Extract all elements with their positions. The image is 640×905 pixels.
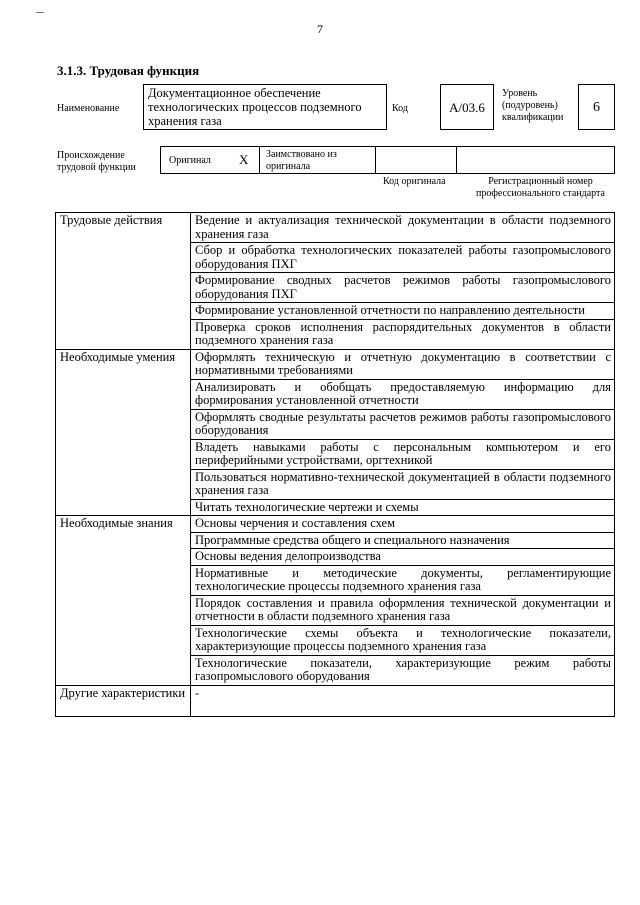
function-name: Документационное обеспечение технологических процессов подземного хранения газа [148,86,362,128]
origin-code-cell [375,146,457,174]
table-cell: Основы ведения делопроизводства [191,549,615,566]
reg-number-caption: Регистрационный номер профессионального стандарта [476,176,605,199]
table-cell: Владеть навыками работы с персональным компьютером и его периферийными устройствами, оргтехникой [191,439,615,469]
table-cell: Формирование сводных расчетов режимов работы газопромыслового оборудования ПХГ [191,273,615,303]
function-name-box [143,84,387,130]
category-label: Другие характеристики [56,685,191,716]
code-box [440,84,494,130]
category-label: Необходимые знания [56,516,191,686]
table-cell: Технологические показатели, характеризующие режим работы газопромыслового оборудования [191,655,615,685]
table-cell: Сбор и обработка технологических показателей работы газопромыслового оборудования ПХГ [191,243,615,273]
table-row [56,213,615,243]
borrowed-label: Заимствовано из оригинала [266,149,337,172]
table-cell: Пользоваться нормативно-технической документацией в области подземного хранения газа [191,469,615,499]
table-cell: Основы черчения и составления схем [191,516,615,533]
table-cell: Читать технологические чертежи и схемы [191,499,615,516]
corner-mark [36,12,44,13]
function-table [55,212,615,717]
table-cell: Технологические схемы объекта и технологические показатели, характеризующие процессы подземного хранения газа [191,625,615,655]
table-cell: - [191,685,615,716]
origin-label: Происхождение трудовой функции [57,150,136,173]
original-label: Оригинал [169,155,211,166]
code-label: Код [392,103,408,114]
table-cell: Формирование установленной отчетности по направлению деятельности [191,303,615,320]
name-label: Наименование [57,103,120,114]
table-row [56,349,615,379]
origin-reg-cell [456,146,615,174]
table-cell: Нормативные и методические документы, регламентирующие технологические процессы подземного хранения газа [191,565,615,595]
origin-borrowed-cell [259,146,376,174]
level-label: Уровень (подуровень) квалификации [502,88,564,123]
table-cell: Ведение и актуализация технической документации в области подземного хранения газа [191,213,615,243]
origin-original-cell [160,146,260,174]
table-cell: Анализировать и обобщать предоставляемую информацию для формирования установленной отчетности [191,379,615,409]
table-cell: Оформлять техническую и отчетную документацию в соответствии с нормативными требованиями [191,349,615,379]
table-cell: Порядок составления и правила оформления технической документации и отчетности в области подземного хранения газа [191,595,615,625]
table-row [56,685,615,716]
code-original-caption: Код оригинала [383,176,446,187]
level-box [578,84,615,130]
code-value: A/03.6 [449,100,485,115]
table-cell: Программные средства общего и специального назначения [191,532,615,549]
original-mark: X [239,152,249,167]
table-cell: Проверка сроков исполнения распорядительных документов в области подземного хранения газа [191,319,615,349]
page-number: 7 [317,22,323,36]
category-label: Трудовые действия [56,213,191,350]
section-title: 3.1.3. Трудовая функция [57,63,200,78]
level-value: 6 [593,100,600,115]
category-label: Необходимые умения [56,349,191,516]
table-cell: Оформлять сводные результаты расчетов режимов работы газопромыслового оборудования [191,409,615,439]
table-row [56,516,615,533]
